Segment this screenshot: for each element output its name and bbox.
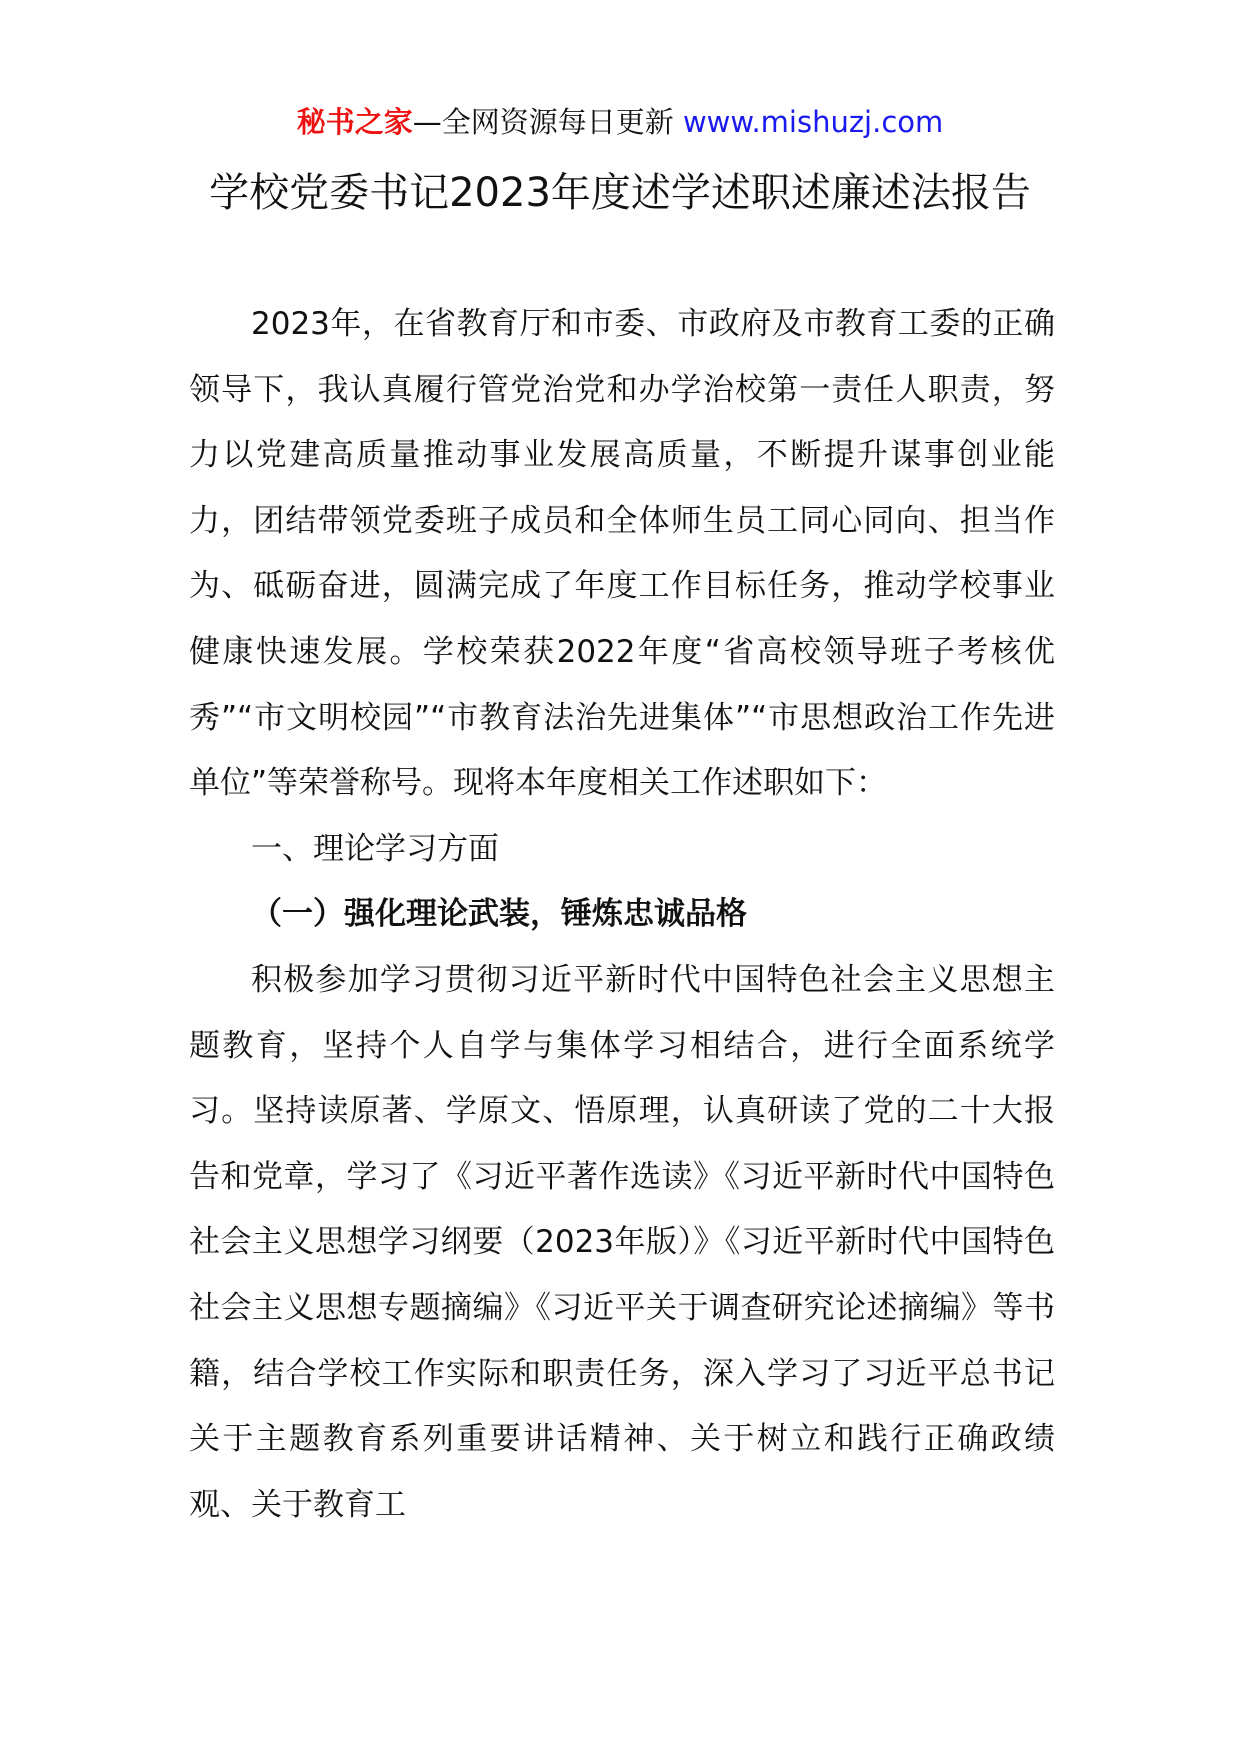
- document-title: 学校党委书记2023年度述学述职述廉述法报告: [209, 170, 1031, 216]
- intro-paragraph: 2023年，在省教育厅和市委、市政府及市教育工委的正确领导下，我认真履行管党治党和办学治校第一责任人职责，努力以党建高质量推动事业发展高质量，不断提升谋事创业能力，团结带领党委班子成员和全体师生员工同心同向、担当作为、砥砺奋进，圆满完成了年度工作目标任务，推动学校事业健康快速发展。学校荣获2022年度“省高校领导班子考核优秀”“市文明校园”“市教育法治先进集体”“市思想政治工作先进单位”等荣誉称号。现将本年度相关工作述职如下：: [189, 306, 1055, 802]
- site-banner: [0, 102, 1240, 142]
- site-url-link[interactable]: www.mishuzj.com: [682, 105, 944, 139]
- subsection-heading: （一）强化理论武装，锤炼忠诚品格: [251, 896, 747, 933]
- document-body: [189, 292, 1055, 1538]
- site-brand: 秘书之家: [296, 105, 413, 139]
- site-slogan: —全网资源每日更新: [412, 105, 683, 139]
- section-heading: 一、理论学习方面: [251, 830, 499, 867]
- body-paragraph: 积极参加学习贯彻习近平新时代中国特色社会主义思想主题教育，坚持个人自学与集体学习相结合，进行全面系统学习。坚持读原著、学原文、悟原理，认真研读了党的二十大报告和党章，学习了《习近平著作选读》《习近平新时代中国特色社会主义思想学习纲要（2023年版）》《习近平新时代中国特色社会主义思想专题摘编》《习近平关于调查研究论述摘编》等书籍，结合学校工作实际和职责任务，深入学习了习近平总书记关于主题教育系列重要讲话精神、关于树立和践行正确政绩观、关于教育工: [189, 961, 1055, 1523]
